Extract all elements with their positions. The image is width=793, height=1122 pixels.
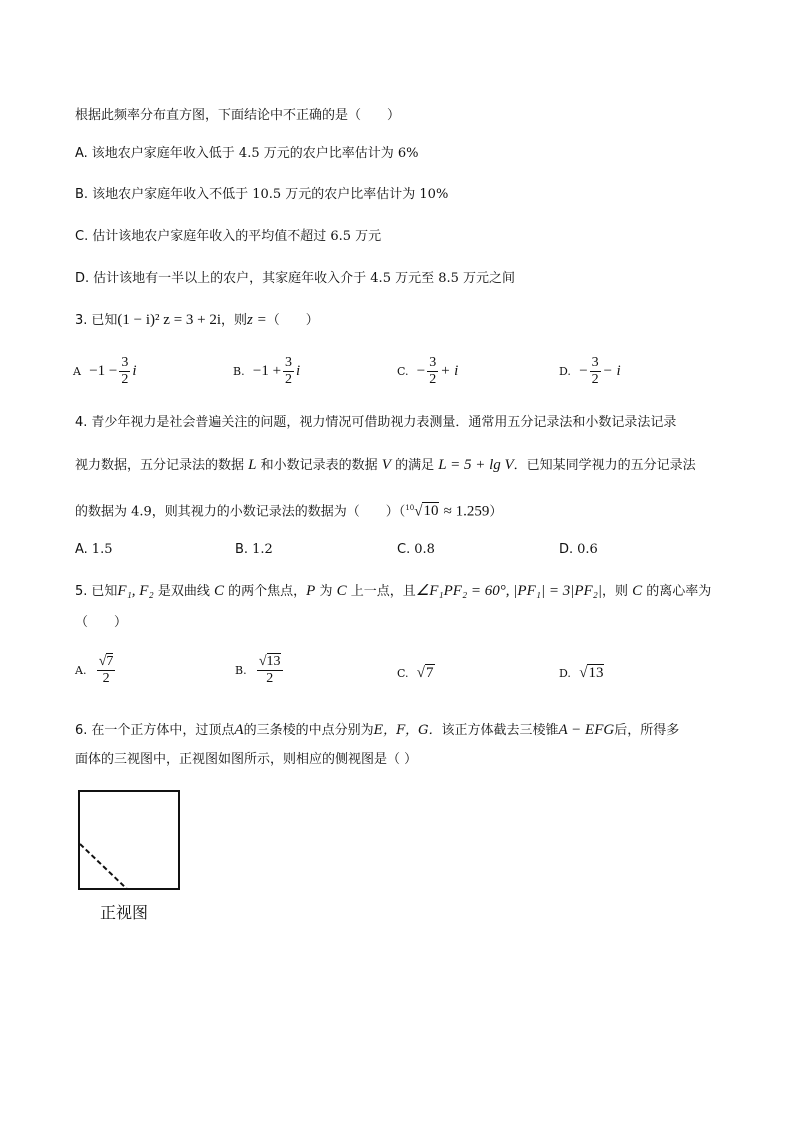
text: 后，所得多	[614, 723, 680, 738]
option-text: 1.5	[91, 542, 113, 557]
formula: ≈ 1.259	[443, 503, 490, 520]
option-label: B.	[235, 542, 249, 557]
text: 上一点，且	[350, 584, 416, 599]
formula: ∠F₁PF₂ = 60°, |PF₁| = 3|PF₂|	[415, 583, 602, 599]
text: 是双曲线	[157, 584, 210, 599]
formula: L = 5 + lg V	[438, 457, 514, 473]
formula: −1 +	[252, 363, 282, 379]
option-label: A.	[75, 146, 88, 161]
text: 视力数据，五分记录法的数据	[75, 458, 245, 473]
option-label: B.	[75, 187, 89, 202]
denominator: 2	[121, 372, 129, 387]
option-label: A.	[75, 664, 87, 677]
question-number: 6.	[75, 723, 88, 738]
text: 的三条棱的中点分别为	[243, 723, 374, 738]
radical: √10	[414, 503, 439, 520]
q6-stem-line1	[75, 721, 679, 740]
text: 的满足	[395, 458, 435, 473]
text: 的数据为 4.9，则其视力的小数记录法的数据为（ ）（	[75, 504, 406, 520]
option-text: 该地农户家庭年收入低于 4.5 万元的农户比率估计为 6%	[91, 146, 419, 161]
q4-option-d[interactable]	[559, 541, 598, 559]
fraction	[427, 355, 438, 388]
text: 和小数记录表的数据	[260, 458, 378, 473]
option-label: D.	[75, 271, 90, 286]
q5-stem	[75, 582, 711, 601]
question-number: 5.	[75, 584, 88, 599]
text: ）	[489, 504, 503, 520]
text: 已知	[91, 584, 118, 599]
option-text: 估计该地有一半以上的农户，其家庭年收入介于 4.5 万元至 8.5 万元之间	[93, 271, 516, 286]
denominator: 2	[102, 671, 110, 686]
question-number: 3.	[75, 313, 88, 328]
answer-paren: （ ）	[266, 313, 319, 328]
radicand: 7	[426, 665, 434, 681]
denominator: 2	[429, 372, 437, 387]
option-text: 该地农户家庭年收入不低于 10.5 万元的农户比率估计为 10%	[92, 187, 449, 202]
answer-paren: （ ）	[75, 615, 128, 630]
q3-option-c[interactable]	[397, 355, 458, 388]
formula: −	[416, 363, 426, 379]
formula: F₁, F₂	[117, 583, 154, 599]
q2-option-c[interactable]	[75, 228, 381, 246]
q2-option-b[interactable]	[75, 186, 448, 204]
question-number: 4.	[75, 415, 88, 430]
formula: V	[381, 457, 391, 473]
fraction	[97, 654, 116, 687]
radicand: 7	[106, 654, 114, 669]
numerator: √13	[258, 654, 281, 669]
option-label: D.	[559, 667, 571, 680]
text: 的离心率为	[646, 584, 712, 599]
q3-stem	[75, 311, 319, 330]
q3-option-a[interactable]	[73, 355, 137, 388]
option-label: A	[73, 365, 81, 378]
option-label: C.	[397, 667, 409, 680]
q4-stem-line2	[75, 456, 696, 475]
formula: z =	[247, 312, 267, 328]
root-index: 10	[405, 504, 415, 512]
denominator: 2	[591, 372, 599, 387]
text: 在一个正方体中，过顶点	[91, 723, 235, 738]
q5-option-c[interactable]	[397, 665, 435, 682]
q5-option-b[interactable]	[235, 654, 285, 687]
q3-option-b[interactable]	[233, 355, 300, 388]
formula: i	[296, 363, 301, 379]
formula: P	[306, 583, 316, 599]
formula: −1 −	[89, 363, 118, 379]
fraction	[590, 355, 601, 388]
figure-caption: 正视图	[100, 903, 149, 922]
formula: − i	[602, 363, 621, 379]
option-label: B.	[233, 365, 245, 378]
q5-option-a[interactable]	[75, 654, 117, 687]
text: ，则	[601, 584, 628, 599]
numerator: 3	[121, 355, 129, 370]
q2-option-d[interactable]	[75, 270, 515, 288]
option-label: B.	[235, 664, 247, 677]
formula: i	[132, 363, 137, 379]
q3-option-d[interactable]	[559, 355, 621, 388]
q4-option-a[interactable]	[75, 541, 112, 559]
formula: C	[213, 583, 224, 599]
q6-stem-line2: 面体的三视图中，正视图如图所示，则相应的侧视图是（ ）	[75, 752, 418, 767]
formula: A − EFG	[558, 722, 615, 738]
formula: L	[248, 457, 257, 473]
fraction	[257, 654, 283, 687]
q2-option-a[interactable]	[75, 145, 419, 163]
option-text: 1.2	[252, 542, 273, 557]
fraction	[119, 355, 130, 388]
fraction	[283, 355, 294, 388]
numerator: 3	[429, 355, 437, 370]
formula: −	[579, 363, 588, 379]
option-label: D.	[559, 542, 574, 557]
option-label: C.	[397, 542, 411, 557]
formula: C	[336, 583, 347, 599]
option-label: D.	[559, 365, 571, 378]
q4-stem-line1	[75, 414, 676, 432]
option-label: C.	[397, 365, 409, 378]
dashed-edge	[80, 792, 178, 888]
numerator: 3	[591, 355, 599, 370]
radicand: 10	[423, 503, 439, 520]
radical: √7	[416, 665, 434, 681]
q4-stem-line3	[75, 499, 502, 521]
q4-option-b[interactable]	[235, 541, 273, 559]
text: ．已知某同学视力的五分记录法	[513, 458, 696, 473]
text: 的两个焦点，	[228, 584, 307, 599]
text: 为	[319, 584, 333, 599]
option-text: 估计该地农户家庭年收入的平均值不超过 6.5 万元	[92, 229, 382, 244]
numerator: 3	[285, 355, 293, 370]
intro-text: 根据此频率分布直方图，下面结论中不正确的是（ ）	[75, 108, 401, 123]
formula: C	[632, 583, 643, 599]
formula: E，F，G．	[373, 723, 442, 738]
option-text: 0.6	[577, 542, 598, 557]
front-view-figure	[78, 790, 180, 890]
denominator: 2	[266, 671, 274, 686]
q5-option-d[interactable]	[559, 665, 604, 682]
formula: (1 − i)² z = 3 + 2i	[117, 312, 222, 328]
q4-option-c[interactable]	[397, 541, 435, 559]
text: 青少年视力是社会普遍关注的问题，视力情况可借助视力表测量．通常用五分记录法和小数记录法记录	[91, 415, 677, 430]
text: ，则	[221, 313, 248, 328]
text: 已知	[91, 313, 118, 328]
option-label: A.	[75, 542, 88, 557]
formula: A	[234, 722, 244, 738]
radicand: 13	[588, 665, 604, 681]
radical: √13	[579, 665, 604, 681]
formula: + i	[440, 363, 459, 379]
numerator: √7	[98, 654, 114, 669]
denominator: 2	[285, 372, 293, 387]
text: 该正方体截去三棱锥	[441, 723, 559, 738]
option-label: C.	[75, 229, 89, 244]
radicand: 13	[266, 654, 281, 669]
option-text: 0.8	[414, 542, 435, 557]
